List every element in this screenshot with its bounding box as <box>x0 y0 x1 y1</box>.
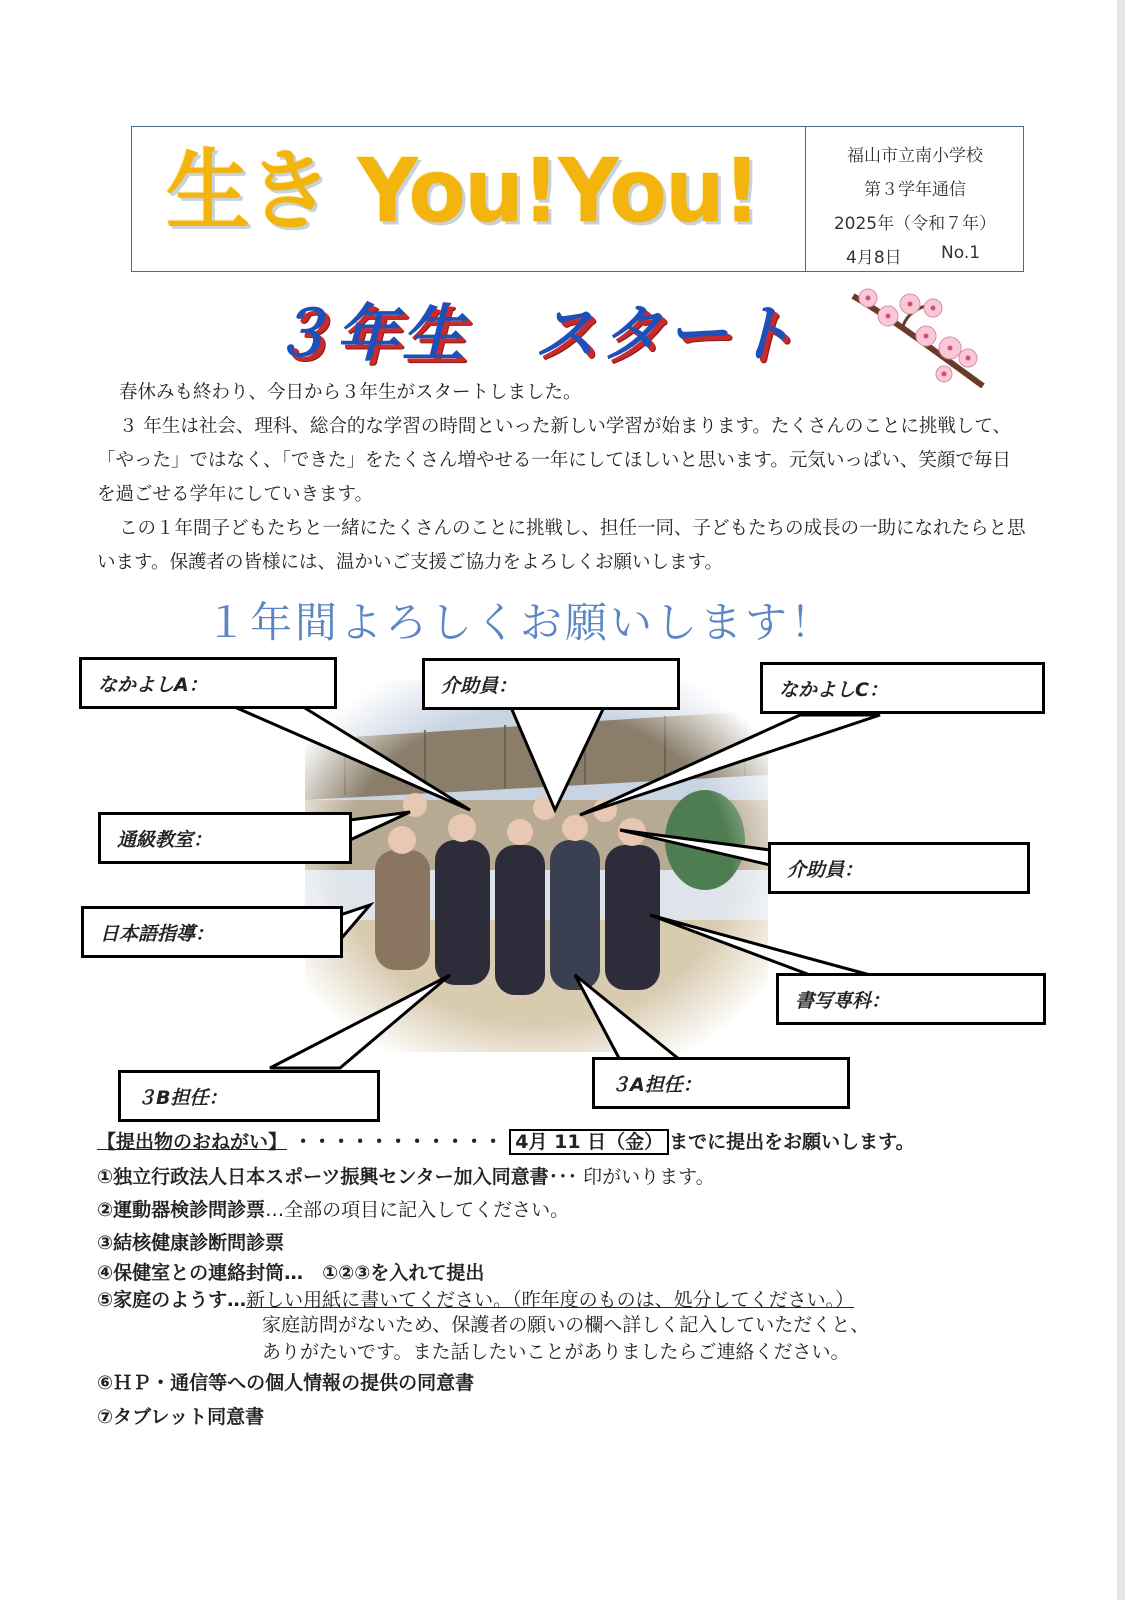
issue-year: 2025年（令和７年） <box>833 214 997 234</box>
intro-paragraph-3: この１年間子どもたちと一緒にたくさんのことに挑戦し、担任一同、子どもたちの成長の一助になれたらと思います。保護者の皆様には、温かいご支援ご協力をよろしくお願いします。 <box>97 518 1026 573</box>
request-item-2: ②運動器検診問診票…全部の項目に記入してください。 <box>97 1199 570 1221</box>
headline: ３年生 スタート <box>270 297 799 370</box>
requests-title: 【提出物のおねがい】 <box>97 1131 288 1153</box>
request-item-5-note-2: 家庭訪問がないため、保護者の願いの欄へ詳しく記入していただくと、 <box>262 1314 870 1336</box>
callout-shosha: 書写専科： <box>776 973 1046 1025</box>
issue-date: 4月8日 <box>846 248 902 268</box>
callout-tsukyu: 通級教室： <box>98 812 352 864</box>
callout-nakayoshi-c: なかよしC： <box>760 662 1045 714</box>
callout-kaijoin-right: 介助員： <box>768 842 1030 894</box>
callout-nakayoshi-a: なかよしA： <box>79 657 337 709</box>
callout-nihongo: 日本語指導： <box>81 906 343 958</box>
deadline-suffix: までに提出をお願いします。 <box>669 1131 915 1153</box>
request-item-3: ③結核健康診断問診票 <box>97 1232 285 1254</box>
newsletter-name: 第３学年通信 <box>864 180 966 200</box>
request-item-5: ⑤家庭のようす…新しい用紙に書いてください。（昨年度のものは、処分してください。） <box>97 1289 855 1311</box>
requests-heading <box>97 1127 915 1154</box>
request-item-7: ⑦タブレット同意書 <box>97 1406 265 1428</box>
page-edge <box>1117 0 1125 1600</box>
callout-tannin-3b: ３B担任： <box>118 1070 380 1122</box>
request-item-5-note-3: ありがたいです。また話したいことがありましたらご連絡ください。 <box>262 1341 850 1363</box>
issue-info <box>805 127 1024 271</box>
issue-number: No.1 <box>941 243 981 263</box>
intro-paragraph-1: 春休みも終わり、今日から３年生がスタートしました。 <box>119 382 582 403</box>
request-item-1: ①独立行政法人日本スポーツ振興センター加入同意書･･･ 印がいります。 <box>97 1166 715 1188</box>
requests-dots: ・・・・・・・・・・・ <box>293 1131 503 1153</box>
request-item-4: ④保健室との連絡封筒… ①②③を入れて提出 <box>97 1262 485 1284</box>
greeting-banner: １年間よろしくお願いします！ <box>205 598 836 647</box>
callout-tannin-3a: ３A担任： <box>592 1057 850 1109</box>
newsletter-title: 生き You!You! <box>166 139 760 243</box>
deadline-date: 4月 11 日（金） <box>509 1129 669 1155</box>
request-item-6: ⑥ＨＰ・通信等への個人情報の提供の同意書 <box>97 1372 475 1394</box>
newsletter-header <box>131 126 1024 272</box>
school-name: 福山市立南小学校 <box>847 146 983 166</box>
intro-paragraph-2: ３ 年生は社会、理科、総合的な学習の時間といった新しい学習が始まります。たくさんのことに挑戦して、「やった」ではなく、「できた」をたくさん増やせる一年にしてほしいと思います。元気いっぱい、笑顔で毎日を過ごせる学年にしていきます。 <box>97 416 1012 505</box>
title-area <box>132 127 805 271</box>
class-photo <box>305 680 768 1052</box>
callout-kaijoin-top: 介助員： <box>422 658 680 710</box>
